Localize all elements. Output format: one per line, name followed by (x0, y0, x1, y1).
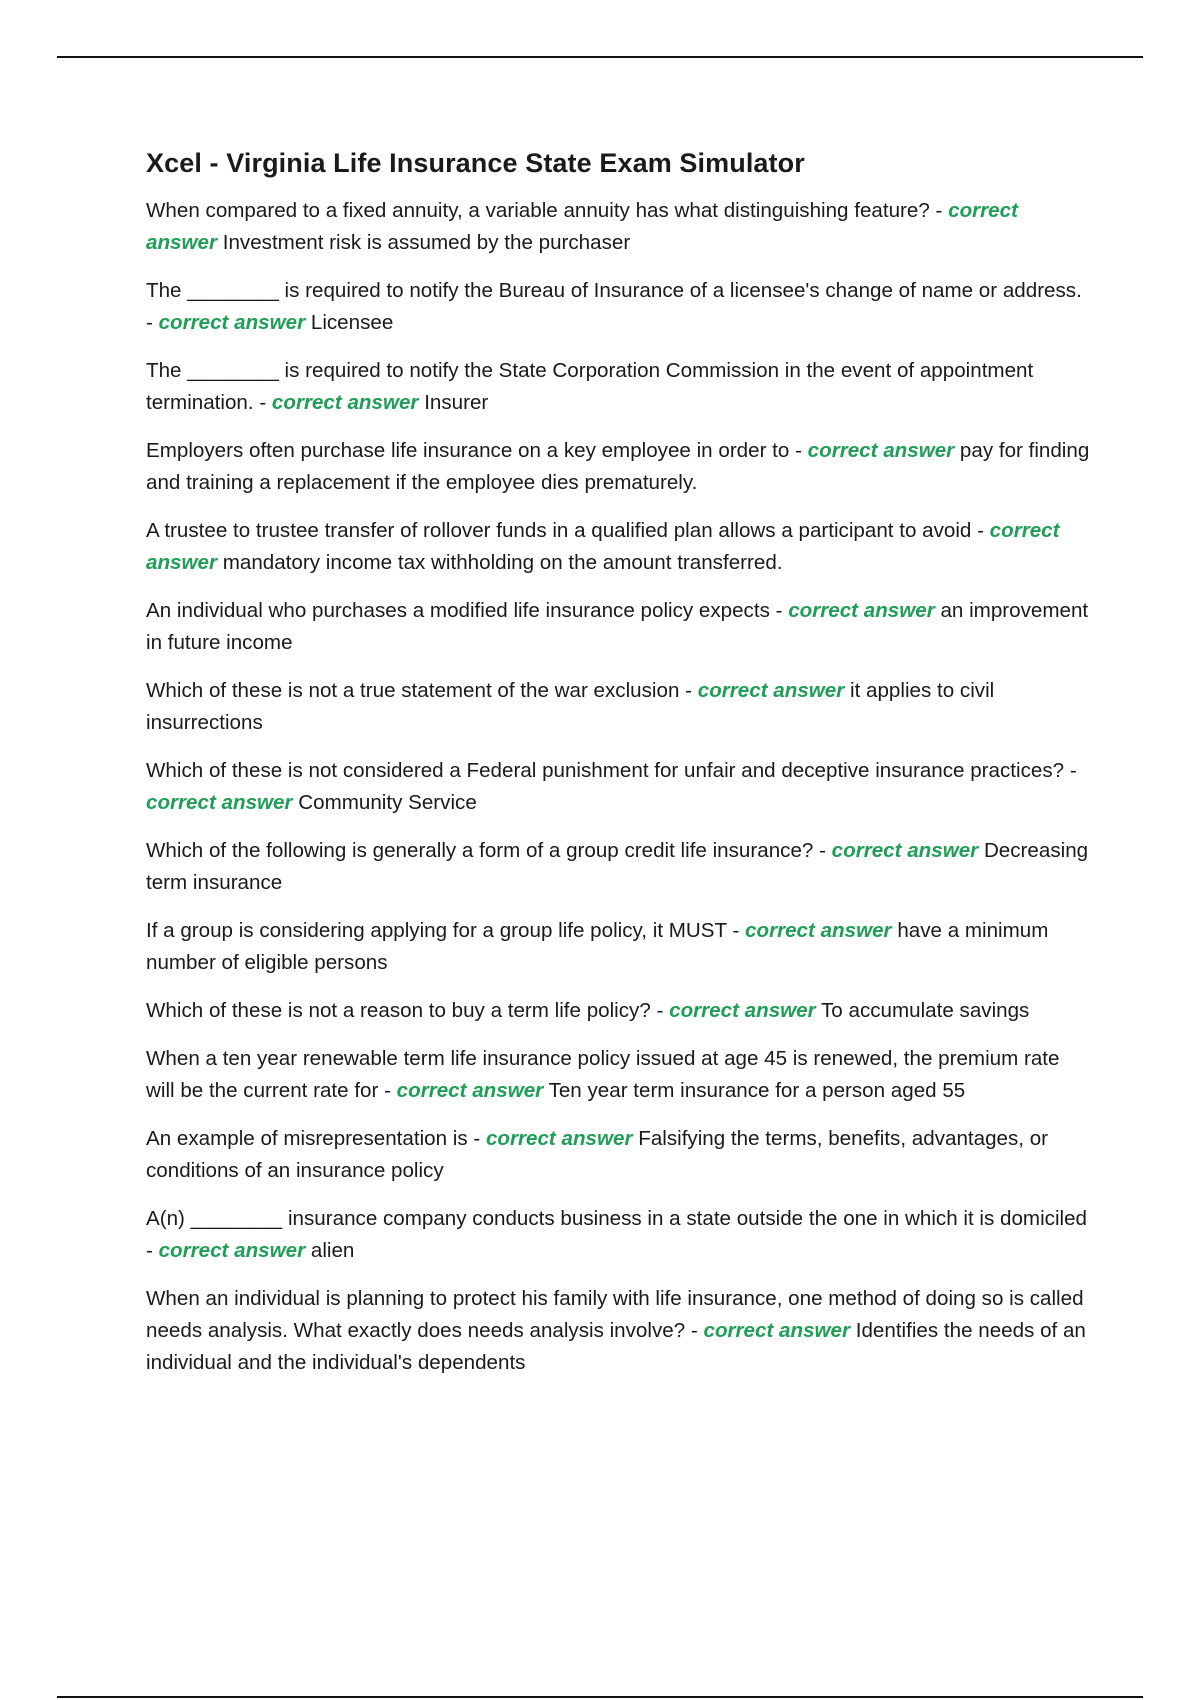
question-text: When a ten year renewable term life insurance policy issued at age 45 is renewed, the premium rate will be the current rate for (146, 1047, 1060, 1102)
qa-item (146, 835, 1090, 899)
correct-answer-label: correct answer (807, 439, 955, 462)
separator: - (1064, 759, 1077, 782)
correct-answer-label: correct answer (146, 519, 1060, 574)
answer-text: Identifies the needs of an individual and the individual's dependents (146, 1319, 1086, 1374)
correct-answer-label: correct answer (697, 679, 845, 702)
question-text: A(n) ________ insurance company conducts business in a state outside the one in which it is domiciled (146, 1207, 1087, 1230)
separator: - (769, 599, 789, 622)
top-rule (57, 56, 1143, 58)
answer-text: Investment risk is assumed by the purchaser (222, 231, 631, 254)
correct-answer-label: correct answer (485, 1127, 633, 1150)
correct-answer-label: correct answer (146, 791, 293, 814)
correct-answer-label: correct answer (745, 919, 892, 942)
separator: - (929, 199, 949, 222)
separator: - (253, 391, 272, 414)
question-text: When an individual is planning to protect his family with life insurance, one method of doing so is called needs analysis. What exactly does needs analysis involve? (146, 1287, 1084, 1342)
question-text: Which of the following is generally a form of a group credit life insurance? (146, 839, 814, 862)
separator: - (146, 1239, 159, 1262)
separator: - (679, 679, 698, 702)
separator: - (789, 439, 808, 462)
qa-item (146, 275, 1090, 339)
answer-text: To accumulate savings (821, 999, 1030, 1022)
qa-list (146, 195, 1090, 1379)
separator: - (685, 1319, 704, 1342)
correct-answer-label: correct answer (396, 1079, 544, 1102)
correct-answer-label: correct answer (703, 1319, 851, 1342)
question-text: An individual who purchases a modified life insurance policy expects (146, 599, 770, 622)
separator: - (146, 311, 159, 334)
answer-text: Decreasing term insurance (146, 839, 1089, 894)
separator: - (813, 839, 832, 862)
page-title: Xcel - Virginia Life Insurance State Exam Simulator (146, 148, 805, 178)
correct-answer-label: correct answer (158, 311, 306, 334)
answer-text: alien (310, 1239, 355, 1262)
document-body (146, 148, 1090, 1395)
answer-text: Insurer (424, 391, 489, 414)
question-text: Which of these is not a true statement of the war exclusion (146, 679, 680, 702)
qa-item (146, 915, 1090, 979)
separator: - (971, 519, 990, 542)
answer-text: an improvement in future income (146, 599, 1089, 654)
question-text: The ________ is required to notify the Bureau of Insurance of a licensee's change of name or address. (146, 279, 1082, 302)
separator: - (467, 1127, 486, 1150)
correct-answer-label: correct answer (158, 1239, 306, 1262)
question-text: The ________ is required to notify the State Corporation Commission in the event of appointment termination. (146, 359, 1034, 414)
answer-text: Licensee (310, 311, 394, 334)
correct-answer-label: correct answer (669, 999, 816, 1022)
qa-item (146, 1283, 1090, 1379)
correct-answer-label: correct answer (831, 839, 979, 862)
question-text: A trustee to trustee transfer of rollover funds in a qualified plan allows a participant to avoid (146, 519, 972, 542)
answer-text: Ten year term insurance for a person aged 55 (548, 1079, 966, 1102)
question-text: Which of these is not a reason to buy a term life policy? (146, 999, 651, 1022)
answer-text: pay for finding and training a replacement if the employee dies prematurely. (146, 439, 1090, 494)
answer-text: Community Service (298, 791, 477, 814)
correct-answer-label: correct answer (271, 391, 419, 414)
qa-item (146, 195, 1090, 259)
qa-item (146, 1123, 1090, 1187)
qa-item (146, 995, 1090, 1027)
qa-item (146, 515, 1090, 579)
question-text: Which of these is not considered a Federal punishment for unfair and deceptive insurance practices? (146, 759, 1065, 782)
separator: - (650, 999, 670, 1022)
question-text: An example of misrepresentation is (146, 1127, 468, 1150)
answer-text: have a minimum number of eligible persons (146, 919, 1049, 974)
qa-item (146, 755, 1090, 819)
answer-text: it applies to civil insurrections (146, 679, 995, 734)
qa-item (146, 355, 1090, 419)
qa-item (146, 435, 1090, 499)
qa-item (146, 1043, 1090, 1107)
qa-item (146, 675, 1090, 739)
separator: - (726, 919, 746, 942)
question-text: Employers often purchase life insurance on a key employee in order to (146, 439, 790, 462)
qa-item (146, 1203, 1090, 1267)
correct-answer-label: correct answer (146, 199, 1018, 254)
answer-text: mandatory income tax withholding on the amount transferred. (222, 551, 783, 574)
answer-text: Falsifying the terms, benefits, advantages, or conditions of an insurance policy (146, 1127, 1049, 1182)
qa-item (146, 595, 1090, 659)
question-text: When compared to a fixed annuity, a variable annuity has what distinguishing feature? (146, 199, 930, 222)
correct-answer-label: correct answer (788, 599, 935, 622)
separator: - (378, 1079, 397, 1102)
bottom-rule (57, 1696, 1143, 1698)
question-text: If a group is considering applying for a group life policy, it MUST (146, 919, 727, 942)
